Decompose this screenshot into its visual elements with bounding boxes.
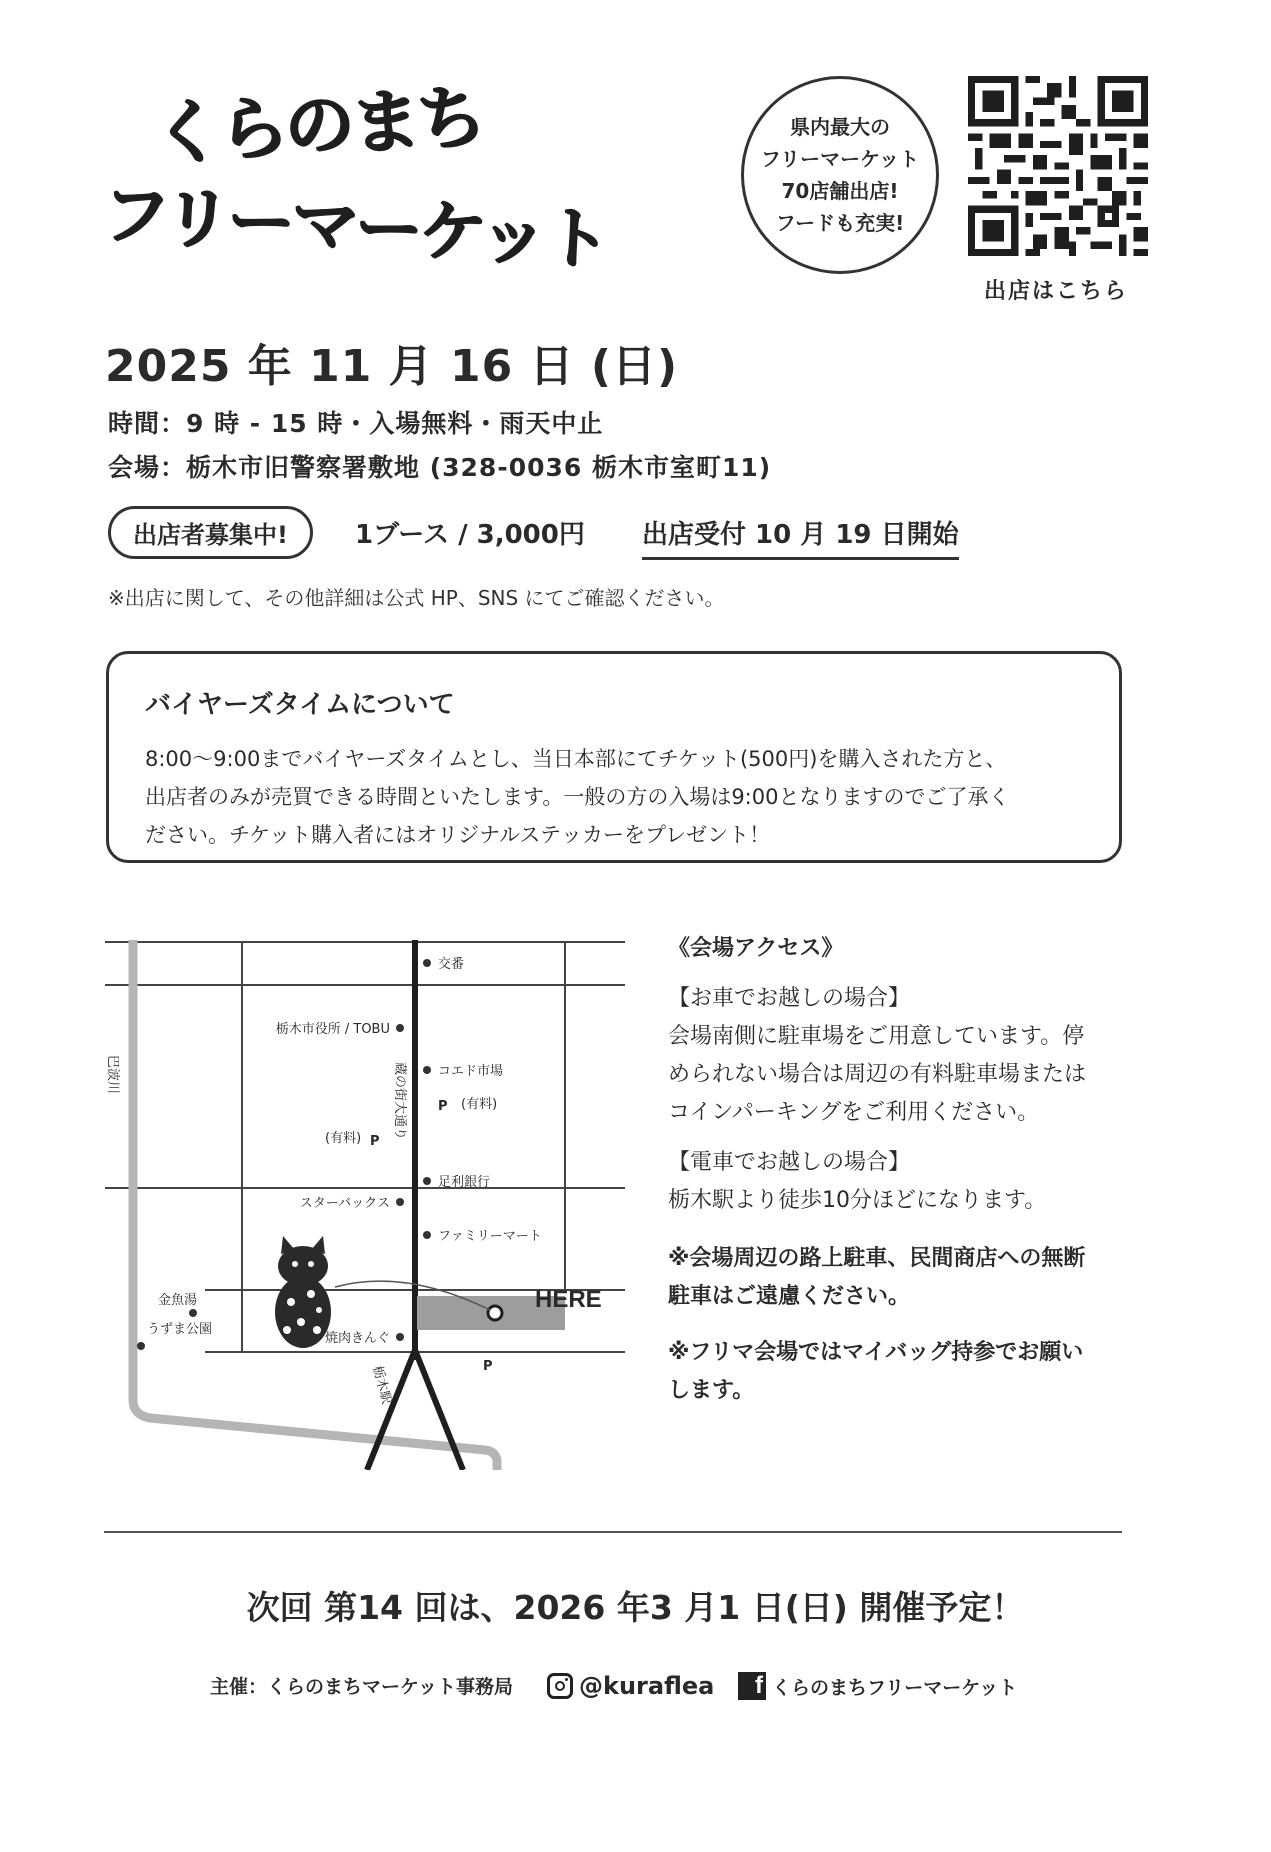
map-label-uzuma: うずま公園: [147, 1322, 213, 1337]
access-car-line: コインパーキングをご利用ください。: [668, 1100, 1040, 1125]
divider: [104, 1531, 1122, 1533]
river-label: 巴波川: [105, 1055, 120, 1095]
facebook-link[interactable]: [738, 1672, 1017, 1700]
buyers-time-title: バイヤーズタイムについて: [145, 690, 455, 720]
map-label-paid: (有料): [461, 1097, 498, 1112]
map-label-cityhall: 栃木市役所 / TOBU: [275, 1022, 390, 1037]
qr-code[interactable]: [968, 76, 1148, 256]
next-event: 次回 第14 回は、2026 年3 月1 日(日) 開催予定！: [246, 1588, 1025, 1627]
access-parking-note: ※会場周辺の路上駐車、民間商店への無断: [668, 1246, 1086, 1271]
logo-line-2: フリーマーケット: [100, 174, 610, 281]
map-label-ashikaga: 足利銀行: [438, 1175, 491, 1190]
facebook-page-name: くらのまちフリーマーケット: [772, 1676, 1018, 1699]
venue-map: [105, 930, 645, 1470]
street-label: 蔵の街大通り: [392, 1062, 407, 1141]
station-label: 栃木駅: [369, 1364, 394, 1406]
access-car-line: 会場南側に駐車場をご用意しています。停: [668, 1024, 1085, 1049]
promo-badge-line: 70店舗出店!: [781, 179, 899, 203]
map-label-koedo: コエド市場: [438, 1064, 504, 1079]
parking-icon: P: [483, 1359, 493, 1374]
access-car-line: められない場合は周辺の有料駐車場または: [668, 1062, 1087, 1087]
access-bag-note: ※フリマ会場ではマイバッグ持参でお願い: [668, 1340, 1084, 1365]
event-date: 2025 年 11 月 16 日 (日): [105, 341, 679, 392]
logo-line-1: くらのまち: [150, 75, 485, 175]
recruiting-badge: 出店者募集中!: [108, 506, 313, 559]
access-car-heading: 【お車でお越しの場合】: [668, 986, 911, 1011]
map-label-yakiniku: 焼肉きんぐ: [324, 1331, 390, 1346]
details-note: ※出店に関して、その他詳細は公式 HP、SNS にてご確認ください。: [108, 586, 725, 610]
buyers-time-line: ださい。チケット購入者にはオリジナルステッカーをプレゼント！: [145, 823, 771, 847]
map-label-familymart: ファミリーマート: [438, 1229, 542, 1244]
buyers-time-box: [106, 651, 1122, 863]
map-label-koban: 交番: [438, 957, 465, 972]
qr-caption: 出店はこちら: [984, 279, 1129, 304]
access-title: 《会場アクセス》: [668, 936, 844, 961]
buyers-time-body: [145, 740, 1095, 854]
here-marker-label: HERE: [535, 1286, 602, 1313]
parking-icon: P: [370, 1134, 380, 1149]
promo-badge-line: フードも充実!: [775, 211, 905, 235]
facebook-icon: f: [738, 1672, 766, 1700]
map-label-starbucks: スターバックス: [299, 1196, 390, 1211]
access-parking-note: 駐車はご遠慮ください。: [668, 1284, 911, 1309]
instagram-link[interactable]: [547, 1672, 714, 1700]
parking-icon: P: [438, 1099, 448, 1114]
event-venue: 会場：栃木市旧警察署敷地 (328-0036 栃木市室町11): [108, 453, 772, 482]
buyers-time-line: 出店者のみが売買できる時間といたします。一般の方の入場は9:00となりますのでご了承く: [145, 785, 1010, 809]
access-train-heading: 【電車でお越しの場合】: [668, 1150, 911, 1175]
instagram-handle: @kuraflea: [579, 1672, 715, 1700]
mascot-cat-illustration: [275, 1236, 331, 1348]
event-time: 時間：9 時 - 15 時・入場無料・雨天中止: [108, 409, 604, 438]
promo-badge-line: 県内最大の: [790, 115, 890, 139]
access-bag-note: します。: [668, 1378, 755, 1403]
booth-fee: 1ブース / 3,000円: [355, 520, 585, 550]
promo-badge-line: フリーマーケット: [760, 147, 920, 171]
organizer: [210, 1672, 513, 1699]
instagram-icon: [547, 1673, 573, 1699]
buyers-time-line: 8:00〜9:00までバイヤーズタイムとし、当日本部にてチケット(500円)を購入された方と、: [145, 747, 1007, 771]
access-train-line: 栃木駅より徒歩10分ほどになります。: [668, 1188, 1047, 1213]
application-start: 出店受付 10 月 19 日開始: [642, 514, 959, 560]
map-label-kingyoyu: 金魚湯: [157, 1293, 197, 1308]
promo-badge: [741, 76, 939, 274]
organizer-text: 主催：くらのまちマーケット事務局: [210, 1676, 514, 1698]
venue-pin: [488, 1306, 502, 1320]
map-label-paid: (有料): [325, 1131, 362, 1146]
